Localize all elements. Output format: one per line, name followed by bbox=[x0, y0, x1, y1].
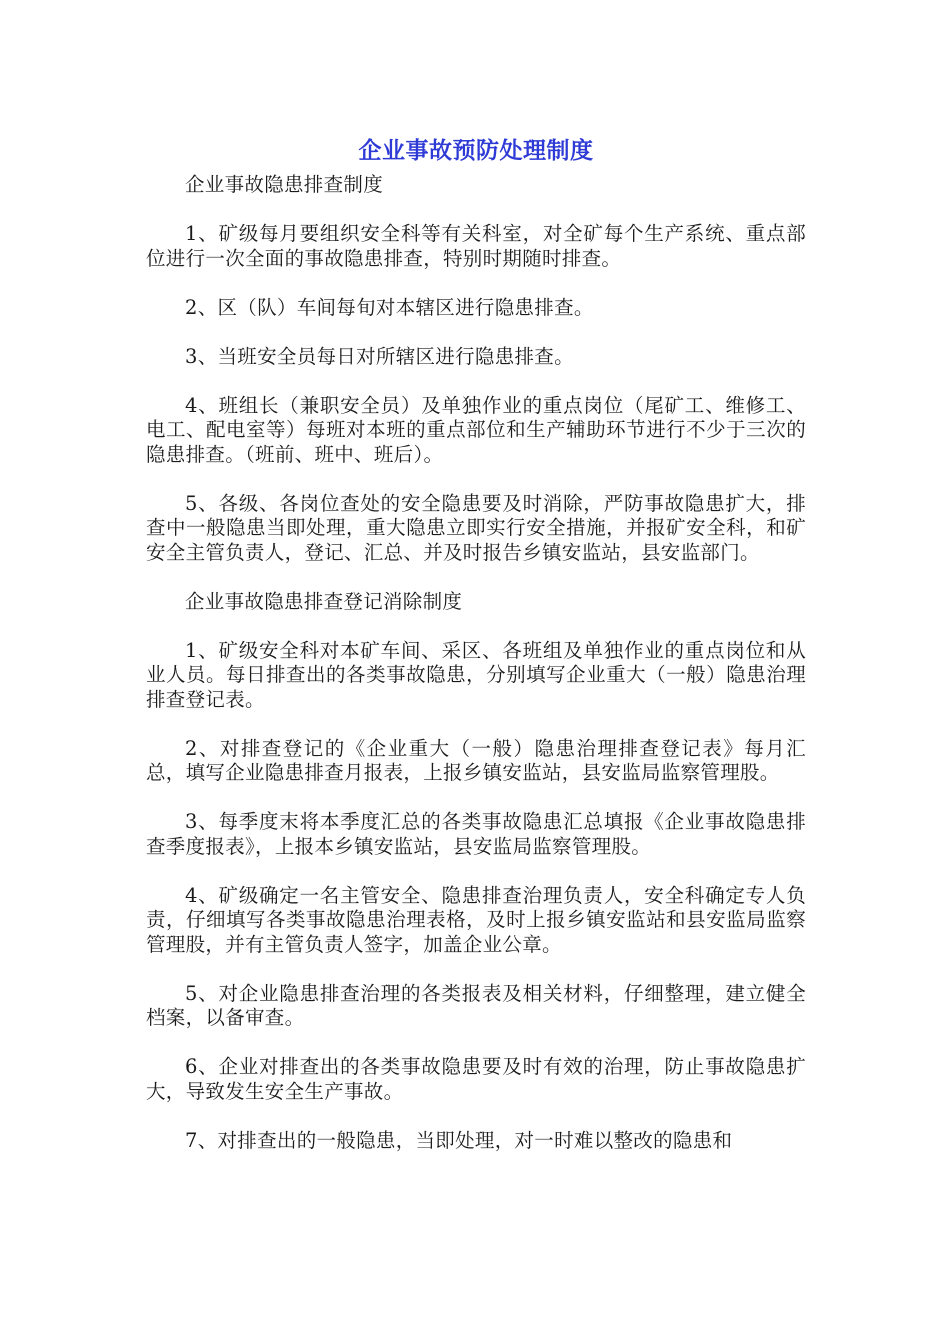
section2-item-2: 2、对排查登记的《企业重大（一般）隐患治理排查登记表》每月汇总，填写企业隐患排查月报表，上报乡镇安监站，县安监局监察管理股。 bbox=[146, 736, 806, 784]
section2-item-1: 1、矿级安全科对本矿车间、采区、各班组及单独作业的重点岗位和从业人员。每日排查出的各类事故隐患，分别填写企业重大（一般）隐患治理排查登记表。 bbox=[146, 638, 806, 711]
section1-item-3: 3、当班安全员每日对所辖区进行隐患排查。 bbox=[185, 344, 574, 368]
section1-item-4: 4、班组长（兼职安全员）及单独作业的重点岗位（尾矿工、维修工、电工、配电室等）每班对本班的重点部位和生产辅助环节进行不少于三次的隐患排查。（班前、班中、班后）。 bbox=[146, 393, 806, 466]
document-title: 企业事故预防处理制度 bbox=[358, 138, 594, 164]
section2-item-4: 4、矿级确定一名主管安全、隐患排查治理负责人，安全科确定专人负责，仔细填写各类事故隐患治理表格，及时上报乡镇安监站和县安监局监察管理股，并有主管负责人签字，加盖企业公章。 bbox=[146, 883, 806, 956]
section2-item-3: 3、每季度末将本季度汇总的各类事故隐患汇总填报《企业事故隐患排查季度报表》，上报本乡镇安监站，县安监局监察管理股。 bbox=[146, 810, 806, 858]
section2-heading: 企业事故隐患排查登记消除制度 bbox=[185, 589, 463, 613]
document-page bbox=[146, 132, 806, 1178]
section1-heading: 企业事故隐患排查制度 bbox=[185, 173, 384, 196]
section1-item-2: 2、区（队）车间每旬对本辖区进行隐患排查。 bbox=[185, 295, 594, 319]
section2-item-7: 7、对排查出的一般隐患，当即处理，对一时难以整改的隐患和 bbox=[185, 1128, 733, 1152]
section2-item-5: 5、对企业隐患排查治理的各类报表及相关材料，仔细整理，建立健全档案，以备审查。 bbox=[146, 981, 806, 1029]
section1-item-1: 1、矿级每月要组织安全科等有关科室，对全矿每个生产系统、重点部位进行一次全面的事故隐患排查，特别时期随时排查。 bbox=[146, 222, 806, 270]
section1-item-5: 5、各级、各岗位查处的安全隐患要及时消除，严防事故隐患扩大，排查中一般隐患当即处理，重大隐患立即实行安全措施，并报矿安全科，和矿安全主管负责人，登记、汇总、并及时报告乡镇安监站，县安监部门。 bbox=[146, 491, 806, 564]
section2-item-6: 6、企业对排查出的各类事故隐患要及时有效的治理，防止事故隐患扩大，导致发生安全生产事故。 bbox=[146, 1055, 806, 1103]
